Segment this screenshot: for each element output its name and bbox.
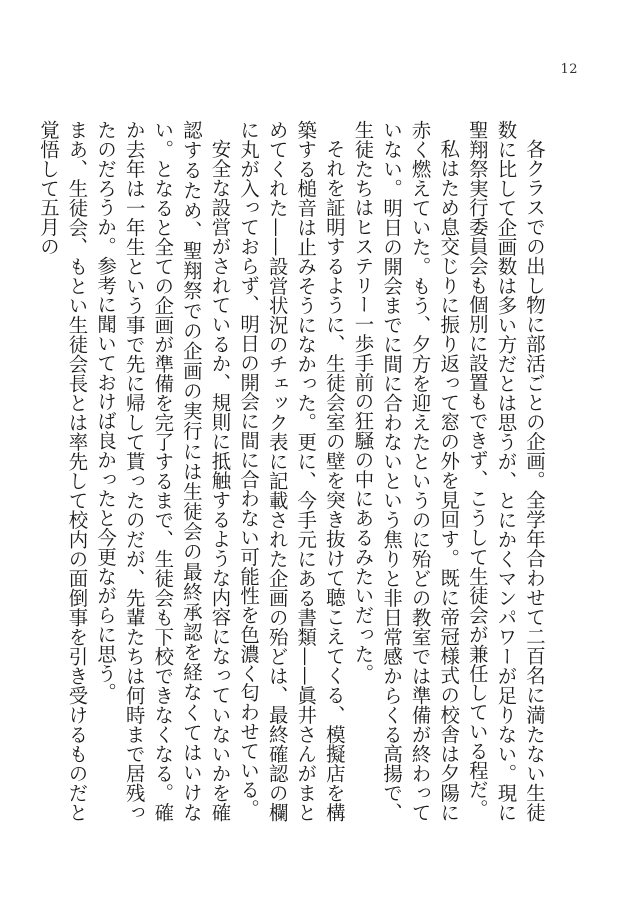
paragraph-2: 私はため息交じりに振り返って窓の外を見回す。既に帝冠様式の校舎は夕陽に赤く燃えていた。もう、夕方を迎えたというのに殆どの教室では準備が終わっていない。明日の開会までに間に合わないという焦りと非日常感からくる高揚で、生徒たちはヒステリー一歩手前の狂騒の中にあるみたいだった。: [351, 120, 461, 822]
page-number: 12: [560, 62, 578, 77]
paragraph-4: 安全な設営がされているか、規則に抵触するような内容になっていないかを確認するため、聖翔祭での企画の実行には生徒会の最終承認を経なくてはいけない。となると全ての企画が準備を完了するまで、生徒会も下校できなくなる。確か去年は一年生という事で先に帰して貰ったのだが、先輩たちは何時まで居残ったのだろうか。参考に聞いておけば良かったと今更ながらに思う。: [94, 120, 232, 822]
paragraph-5: まあ、生徒会、もとい生徒会長とは率先して校内の面倒事を引き受けるものだと覚悟して五月の: [36, 120, 89, 822]
paragraph-1: 各クラスでの出し物に部活ごとの企画。全学年合わせて二百名に満たない生徒数に比して企画数は多い方だとは思うが、とにかくマンパワーが足りない。現に聖翔祭実行委員会も個別に設置もできず、こうして生徒会が兼任している程だ。: [465, 120, 546, 822]
paragraph-3: それを証明するように、生徒会室の壁を突き抜けて聴こえてくる、模擬店を構築する槌音は止みそうになかった。更に、今手元にある書類——眞井さんがまとめてくれた——設営状況のチェック表に記載された企画の殆どは、最終確認の欄に丸が入っておらず、明日の開会に間に合わない可能性を色濃く匂わせている。: [237, 120, 346, 822]
vertical-text-body: [36, 120, 548, 822]
